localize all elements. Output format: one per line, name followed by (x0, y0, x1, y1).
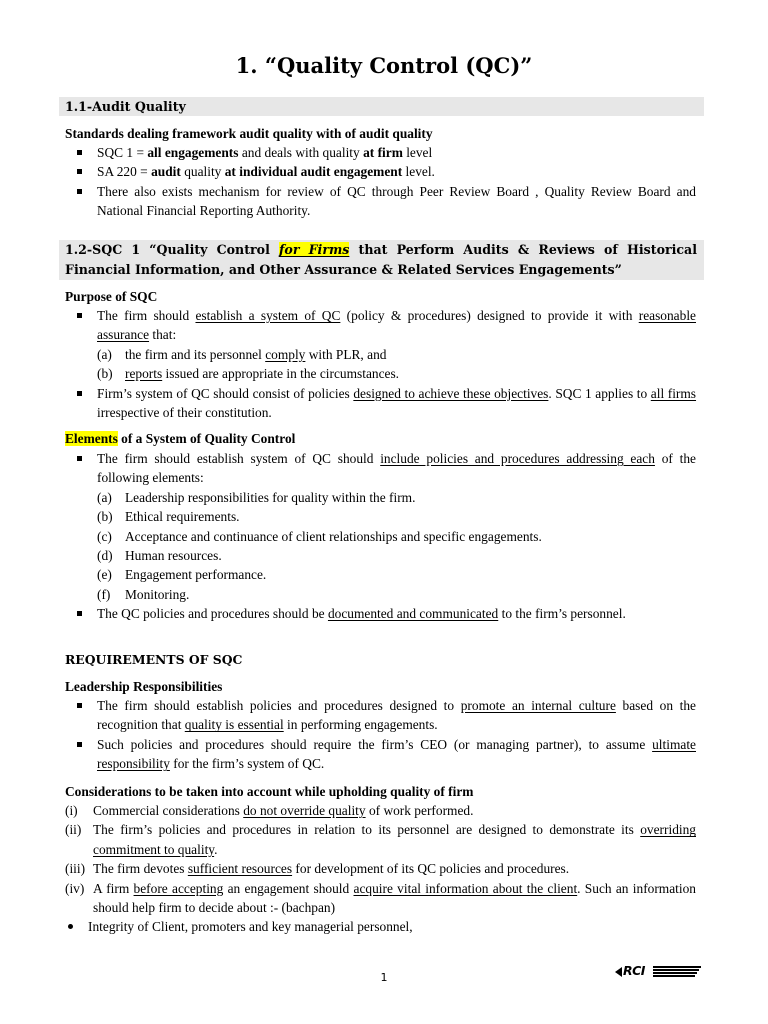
subheading-leadership: Leadership Responsibilities (65, 679, 223, 694)
audit-quality-list (65, 143, 696, 221)
bullet-square-icon (77, 169, 82, 174)
list-item: (f) Monitoring. (97, 586, 190, 602)
list-item: (b) Ethical requirements. (97, 509, 240, 525)
bullet-square-icon (77, 150, 82, 155)
bullet-square-icon (77, 742, 82, 747)
elements-list (65, 449, 696, 624)
list-item: Integrity of Client, promoters and key managerial personnel, (65, 917, 696, 936)
list-item: (iv) A firm before accepting an engagement should acquire vital information about the client. Such an information should help firm to decide about :- (bachpan) (65, 880, 696, 916)
page-number: 1 (380, 971, 388, 984)
list-item: (d) Human resources. (97, 548, 222, 564)
bullet-square-icon (77, 703, 82, 708)
list-item: (i) Commercial considerations do not override quality of work performed. (65, 803, 474, 818)
list-item: (b) reports issued are appropriate in the circumstances. (97, 366, 400, 382)
bullet-square-icon (77, 313, 82, 318)
subheading-considerations: Considerations to be taken into account while upholding quality of firm (65, 784, 474, 799)
list-item: The firm should establish policies and procedures designed to promote an internal culture based on the recognition that quality is essential in performing engagements. (65, 696, 696, 735)
list-item: The firm should establish system of QC should include policies and procedures addressing each of the following elements: (65, 449, 696, 488)
list-item: There also exists mechanism for review of QC through Peer Review Board , Quality Review Board and National Financial Reporting Authority. (65, 182, 696, 221)
section-heading-sqc1: 1.2-SQC 1 “Quality Control for Firms that Perform Audits & Reviews of Historical Financial Information, and Other Assurance & Related Services Engagements” (59, 240, 704, 280)
list-item: Firm’s system of QC should consist of policies designed to achieve these objectives. SQC 1 applies to all firms irrespective of their constitution. (65, 384, 696, 423)
list-item: Such policies and procedures should require the firm’s CEO (or managing partner), to assume ultimate responsibility for the firm’s system of QC. (65, 735, 696, 774)
list-item: (a) Leadership responsibilities for quality within the firm. (97, 489, 416, 505)
list-item: SQC 1 = all engagements and deals with quality at firm level (65, 143, 696, 162)
page-title: 1. “Quality Control (QC)” (235, 53, 533, 78)
list-item: (a) the firm and its personnel comply with PLR, and (97, 346, 387, 362)
bullet-square-icon (77, 611, 82, 616)
bullet-square-icon (77, 391, 82, 396)
list-item: (iii) The firm devotes sufficient resources for development of its QC policies and procedures. (65, 861, 570, 877)
list-item: (c) Acceptance and continuance of client relationships and specific engagements. (97, 528, 542, 544)
subheading-standards: Standards dealing framework audit quality with of audit quality (65, 126, 433, 141)
list-item: The firm should establish a system of QC (policy & procedures) designed to provide it with reasonable assurance that: (65, 306, 696, 345)
list-item: (ii) The firm’s policies and procedures in relation to its personnel are designed to demonstrate its overriding commitment to quality. (65, 822, 696, 857)
bullet-square-icon (77, 189, 82, 194)
bullet-square-icon (77, 456, 82, 461)
list-item: SA 220 = audit quality at individual audit engagement level. (65, 162, 696, 181)
leadership-list (65, 696, 696, 774)
logo-arrow-icon (615, 967, 622, 977)
subheading-elements: Elements of a System of Quality Control (65, 431, 296, 446)
considerations-list (65, 801, 696, 937)
list-item: The QC policies and procedures should be documented and communicated to the firm’s personnel. (65, 604, 696, 623)
subheading-purpose: Purpose of SQC (65, 289, 158, 304)
section-heading-audit-quality: 1.1-Audit Quality (59, 97, 704, 116)
requirements-heading: REQUIREMENTS OF SQC (65, 652, 243, 667)
rci-logo: RCI (615, 963, 703, 979)
list-item: (e) Engagement performance. (97, 567, 267, 583)
bullet-dot-icon (68, 924, 73, 929)
purpose-list (65, 306, 696, 422)
